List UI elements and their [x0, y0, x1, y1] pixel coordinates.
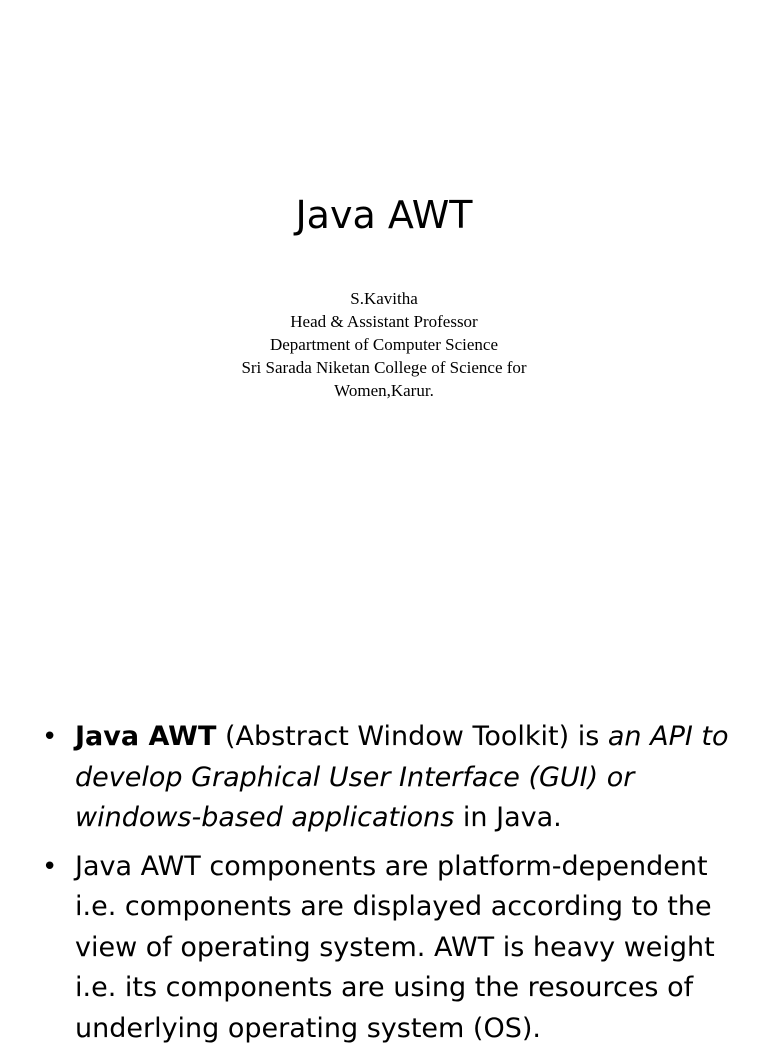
bullet-marker-icon: •: [42, 851, 58, 882]
bullet-bold-term: Java AWT: [75, 721, 217, 752]
bullet-italic-text: an API to develop Graphical User Interface (GUI) or windows-based applications: [75, 721, 729, 833]
bullet-text: in Java.: [454, 802, 562, 833]
bullet-item-platform-dependent: [0, 847, 768, 1050]
bullet-item-awt-definition: [0, 717, 768, 839]
author-name: S.Kavitha: [350, 289, 418, 308]
author-college-line-1: Sri Sarada Niketan College of Science for: [241, 358, 527, 377]
slide-title: Java AWT: [295, 193, 473, 237]
bullet-marker-icon: •: [42, 722, 58, 752]
bullet-text: Java AWT components are platform-dependent i.e. components are displayed according to the view of operating system. AWT is heavy weight i.e. its components are using the resources of underlying operating system (OS).: [75, 850, 715, 1044]
author-block: [0, 287, 768, 402]
author-college-line-2: Women,Karur.: [334, 381, 434, 400]
bullet-text: (Abstract Window Toolkit) is: [216, 721, 608, 752]
author-position: Head & Assistant Professor: [290, 312, 478, 331]
author-department: Department of Computer Science: [269, 335, 498, 354]
bullet-list: [0, 717, 768, 1057]
